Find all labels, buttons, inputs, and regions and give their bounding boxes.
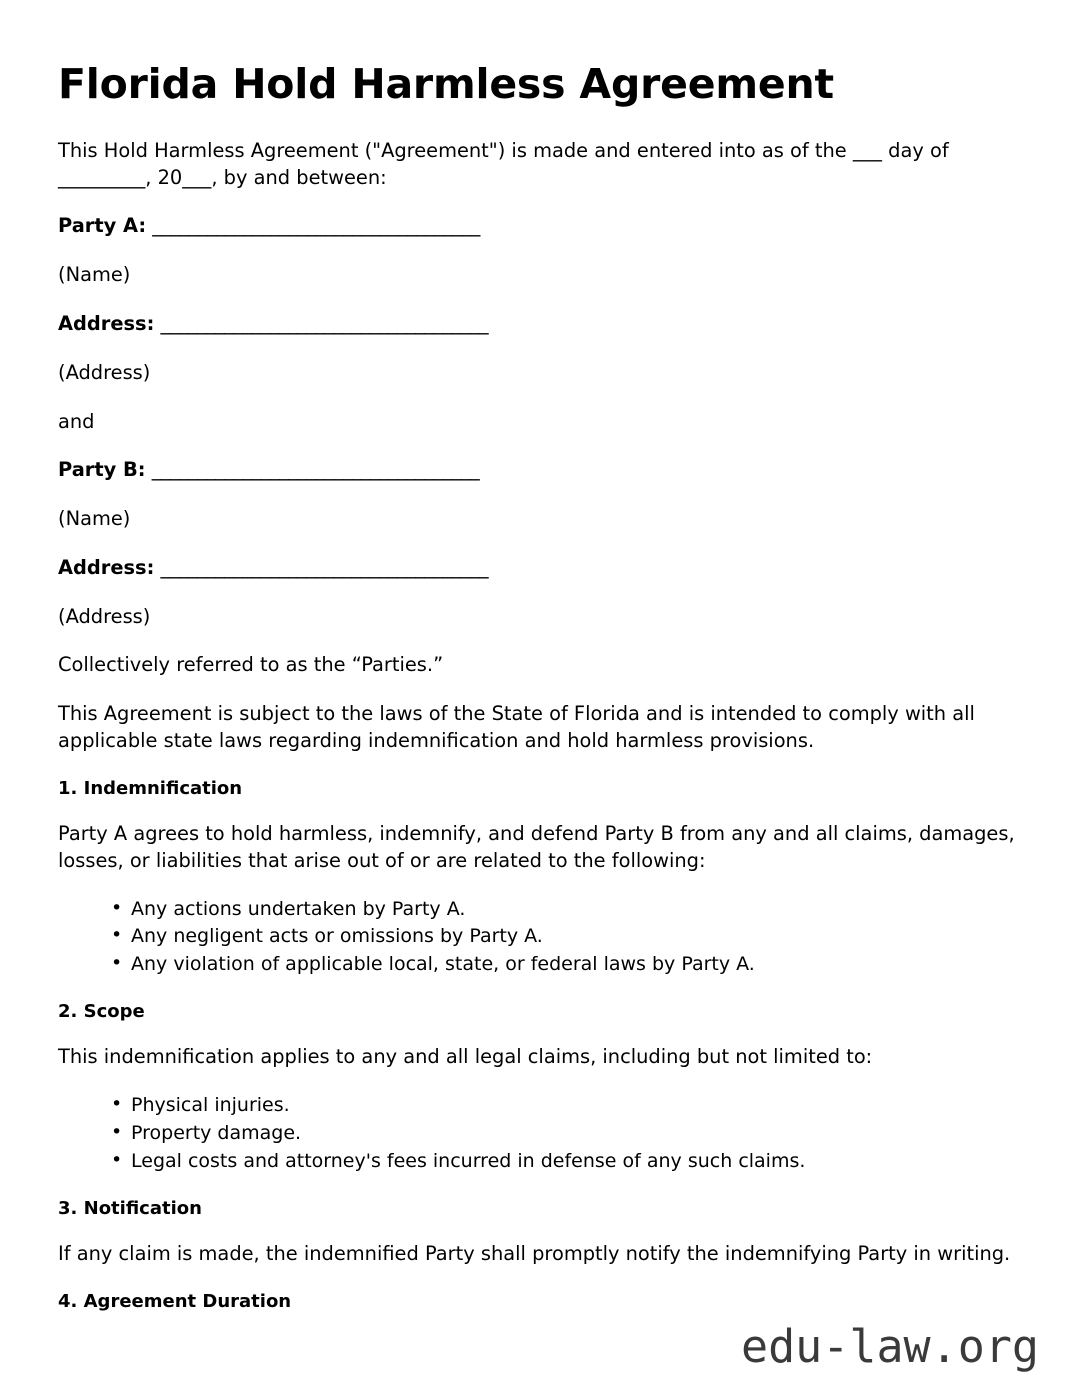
site-watermark: edu-law.org: [740, 1320, 1039, 1373]
party-b-blank[interactable]: ____________________________________: [151, 458, 480, 482]
party-b-address-caption: (Address): [58, 604, 151, 628]
party-a-label: Party A:: [58, 214, 147, 238]
section-bullets-indemnification: [58, 897, 1017, 978]
party-a-name-caption: (Name): [58, 263, 131, 287]
party-a-address-label: Address:: [58, 311, 155, 335]
list-item: • Legal costs and attorney's fees incurred in defense of any such claims.: [111, 1149, 1017, 1175]
list-item: • Any negligent acts or omissions by Party A.: [111, 924, 1017, 950]
governing-law-paragraph: This Agreement is subject to the laws of the State of Florida and is intended to comply with all applicable state laws regarding indemnification and hold harmless provisions.: [58, 702, 975, 752]
section-heading-agreement-duration: 4. Agreement Duration: [58, 1290, 292, 1312]
party-b-address-row: [58, 555, 1017, 582]
section-body-scope: This indemnification applies to any and all legal claims, including but not limited to:: [58, 1045, 873, 1069]
party-b-label: Party B:: [58, 458, 146, 482]
section-body-indemnification: Party A agrees to hold harmless, indemnify, and defend Party B from any and all claims, damages, losses, or liabilities that arise out of or are related to the following:: [58, 822, 1015, 872]
page-title: Florida Hold Harmless Agreement: [58, 60, 834, 108]
party-a-blank[interactable]: ____________________________________: [152, 214, 480, 238]
party-b-address-blank[interactable]: ____________________________________: [160, 555, 488, 579]
section-heading-notification: 3. Notification: [58, 1197, 202, 1219]
collectively-clause: Collectively referred to as the “Parties.”: [58, 653, 444, 677]
list-item: • Any violation of applicable local, state, or federal laws by Party A.: [111, 952, 1017, 978]
party-a-row: [58, 213, 1017, 240]
list-item: • Physical injuries.: [111, 1093, 1017, 1119]
intro-paragraph: This Hold Harmless Agreement ("Agreement") is made and entered into as of the ___ day of _________, 20___, by and between:: [58, 138, 949, 189]
section-body-notification: If any claim is made, the indemnified Party shall promptly notify the indemnifying Party in writing.: [58, 1242, 1011, 1266]
parties-conjunction: and: [58, 409, 95, 433]
section-bullets-scope: [58, 1093, 1017, 1174]
party-b-row: [58, 457, 1017, 484]
list-item: • Any actions undertaken by Party A.: [111, 897, 1017, 923]
party-a-address-row: [58, 311, 1017, 338]
section-heading-indemnification: 1. Indemnification: [58, 777, 243, 799]
party-b-name-caption: (Name): [58, 507, 131, 531]
party-a-address-caption: (Address): [58, 360, 151, 384]
party-b-address-label: Address:: [58, 555, 155, 579]
section-heading-scope: 2. Scope: [58, 1001, 145, 1023]
party-a-address-blank[interactable]: ____________________________________: [160, 311, 488, 335]
list-item: • Property damage.: [111, 1121, 1017, 1147]
